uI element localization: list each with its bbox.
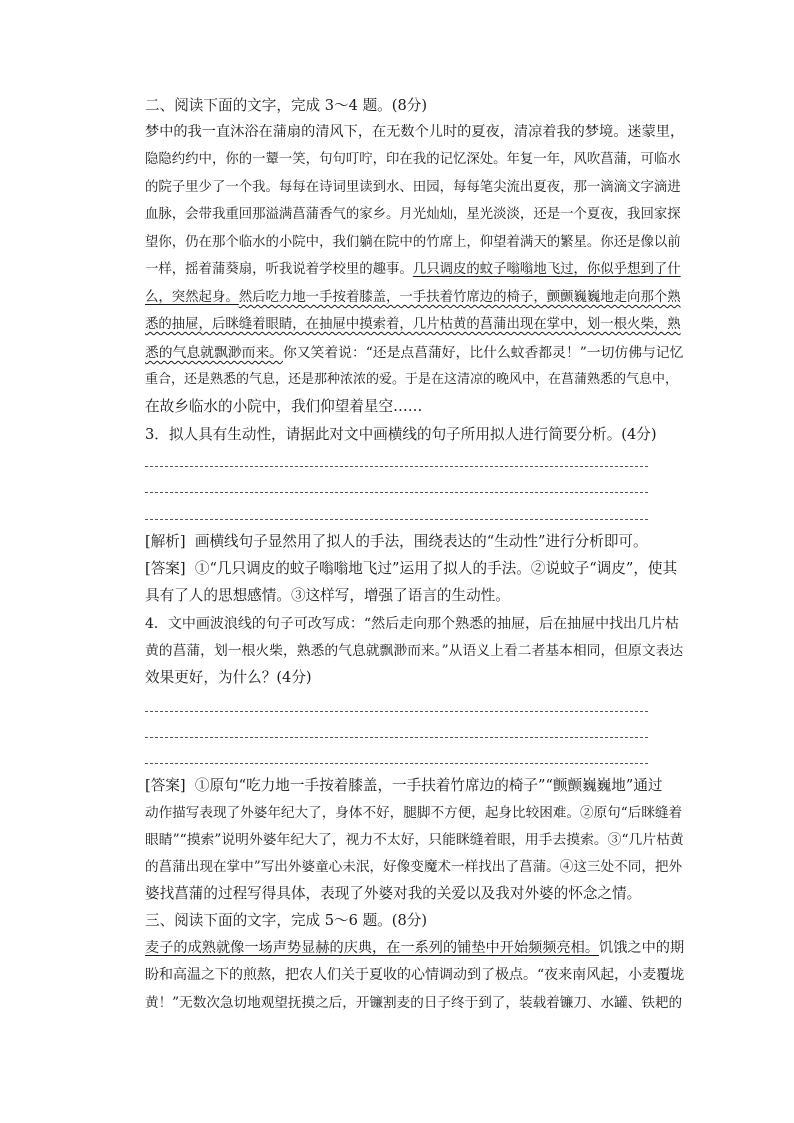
- answer-blank-line: [145, 711, 648, 712]
- passage-line: 隐隐约约中，你的一颦一笑，句句叮咛，印在我的记忆深处。年复一年，风吹菖蒲，可临水: [145, 152, 681, 167]
- passage-line: [145, 315, 685, 337]
- q4-answer-cont: 婆找菖蒲的过程写得具体，表现了外婆对我的关爱以及我对外婆的怀念之情。: [145, 885, 642, 902]
- passage-line: 重合，还是熟悉的气息，还是那种浓浓的爱。于是在这清凉的晚风中，在菖蒲熟悉的气息中，: [145, 372, 679, 387]
- passage-line: 黄！”无数次急切地观望抚摸之后，开镰割麦的日子终于到了，装载着镰刀、水罐、铁耙的: [145, 995, 683, 1011]
- question-3: 3．拟人具有生动性，请据此对文中画横线的句子所用拟人进行简要分析。(4分): [145, 426, 657, 443]
- answer-blank-line: [145, 492, 648, 493]
- passage-line: 梦中的我一直沐浴在蒲扇的清风下，在无数个儿时的夏夜，清凉着我的梦境。迷蒙里，: [145, 124, 685, 140]
- q3-answer-cont: 具有了人的思想感情。③这样写，增强了语言的生动性。: [145, 587, 510, 604]
- passage-line: 盼和高温之下的煎熬，把农人们关于夏收的心情调动到了极点。“夜来南风起，小麦覆垅: [145, 967, 685, 983]
- wavy-sentence: 然后吃力地一手按着膝盖，一手扶着竹席边的椅子，颤颤巍巍地走向那个熟: [238, 290, 681, 305]
- answer-blank-line: [145, 466, 648, 467]
- answer-blank-line: [145, 519, 648, 520]
- passage-line: 悉的气息就飘渺而来。你又笑着说：“还是点菖蒲好，比什么蚊香都灵！”一切仿佛与记忆: [145, 345, 684, 361]
- passage-line: 一样，摇着蒲葵扇，听我说着学校里的趣事。几只调皮的蚊子嗡嗡地飞过，你似乎想到了什: [145, 262, 681, 277]
- answer-blank-line: [145, 763, 648, 764]
- underlined-sentence: 几只调皮的蚊子嗡嗡地飞过，你似乎想到了什: [412, 262, 681, 277]
- q4-answer: [答案] ①原句“吃力地一手按着膝盖，一手扶着竹席边的椅子”“颤颤巍巍地”通过: [145, 777, 663, 794]
- section3-heading: 三、阅读下面的文字，完成 5～6 题。(8分): [145, 912, 428, 929]
- question-4-cont: 效果更好，为什么？(4分): [145, 669, 312, 686]
- q3-analysis: [解析] 画横线句子显然用了拟人的手法，围绕表达的“生动性”进行分析即可。: [145, 533, 648, 550]
- passage-line: 的院子里少了一个我。每每在诗词里读到水、田园，每每笔尖流出夏夜，那一滴滴文字滴进: [145, 180, 681, 195]
- underlined-sentence: 么，突然起身。: [145, 290, 239, 305]
- passage-line: 望你，仍在那个临水的小院中，我们躺在院中的竹席上，仰望着满天的繁星。你还是像以前: [145, 235, 681, 250]
- section2-heading: 二、阅读下面的文字，完成 3～4 题。(8分): [145, 97, 428, 114]
- question-4: 4．文中画波浪线的句子可改写成：“然后走向那个熟悉的抽屉，后在抽屉中找出几片枯: [145, 616, 680, 632]
- analysis-tag: [解析]: [145, 533, 186, 550]
- q3-answer: [答案] ①“几只调皮的蚊子嗡嗡地飞过”运用了拟人的手法。②说蚊子“调皮”，使其: [145, 560, 678, 577]
- q4-answer-cont: 眼睛”“摸索”说明外婆年纪大了，视力不太好，只能眯缝着眼，用手去摸索。③“几片枯黄: [145, 832, 684, 848]
- answer-tag: [答案]: [145, 560, 186, 577]
- passage-line: 血脉，会带我重回那溢满菖蒲香气的家乡。月光灿灿，星光淡淡，还是一个夏夜，我回家探: [145, 207, 681, 222]
- q4-answer-cont: 的菖蒲出现在掌中”写出外婆童心未泯，好像变魔术一样找出了菖蒲。④这三处不同，把外: [145, 859, 683, 875]
- answer-blank-line: [145, 737, 648, 738]
- answer-tag: [答案]: [145, 777, 186, 794]
- wavy-sentence: 悉的气息就飘渺而来。: [145, 345, 283, 361]
- passage-line: 麦子的成熟就像一场声势显赫的庆典，在一系列的铺垫中开始频频亮相。饥饿之中的期: [145, 940, 685, 956]
- question-4-cont: 黄的菖蒲，划一根火柴，熟悉的气息就飘渺而来。”从语义上看二者基本相同，但原文表达: [145, 643, 684, 659]
- q4-answer-cont: 动作描写表现了外婆年纪大了，身体不好，腿脚不方便，起身比较困难。②原句“后眯缝着: [145, 805, 683, 821]
- passage-line: 在故乡临水的小院中，我们仰望着星空……: [145, 398, 423, 415]
- passage-line: [145, 288, 685, 310]
- wavy-sentence: 悉的抽屉，后眯缝着眼睛，在抽屉中摸索着，几片枯黄的菖蒲出现在掌中，划一根火柴，熟: [145, 317, 681, 332]
- underlined-sentence: 麦子的成熟就像一场声势显赫的庆典，在一系列的铺垫中开始频频亮相。: [145, 940, 600, 956]
